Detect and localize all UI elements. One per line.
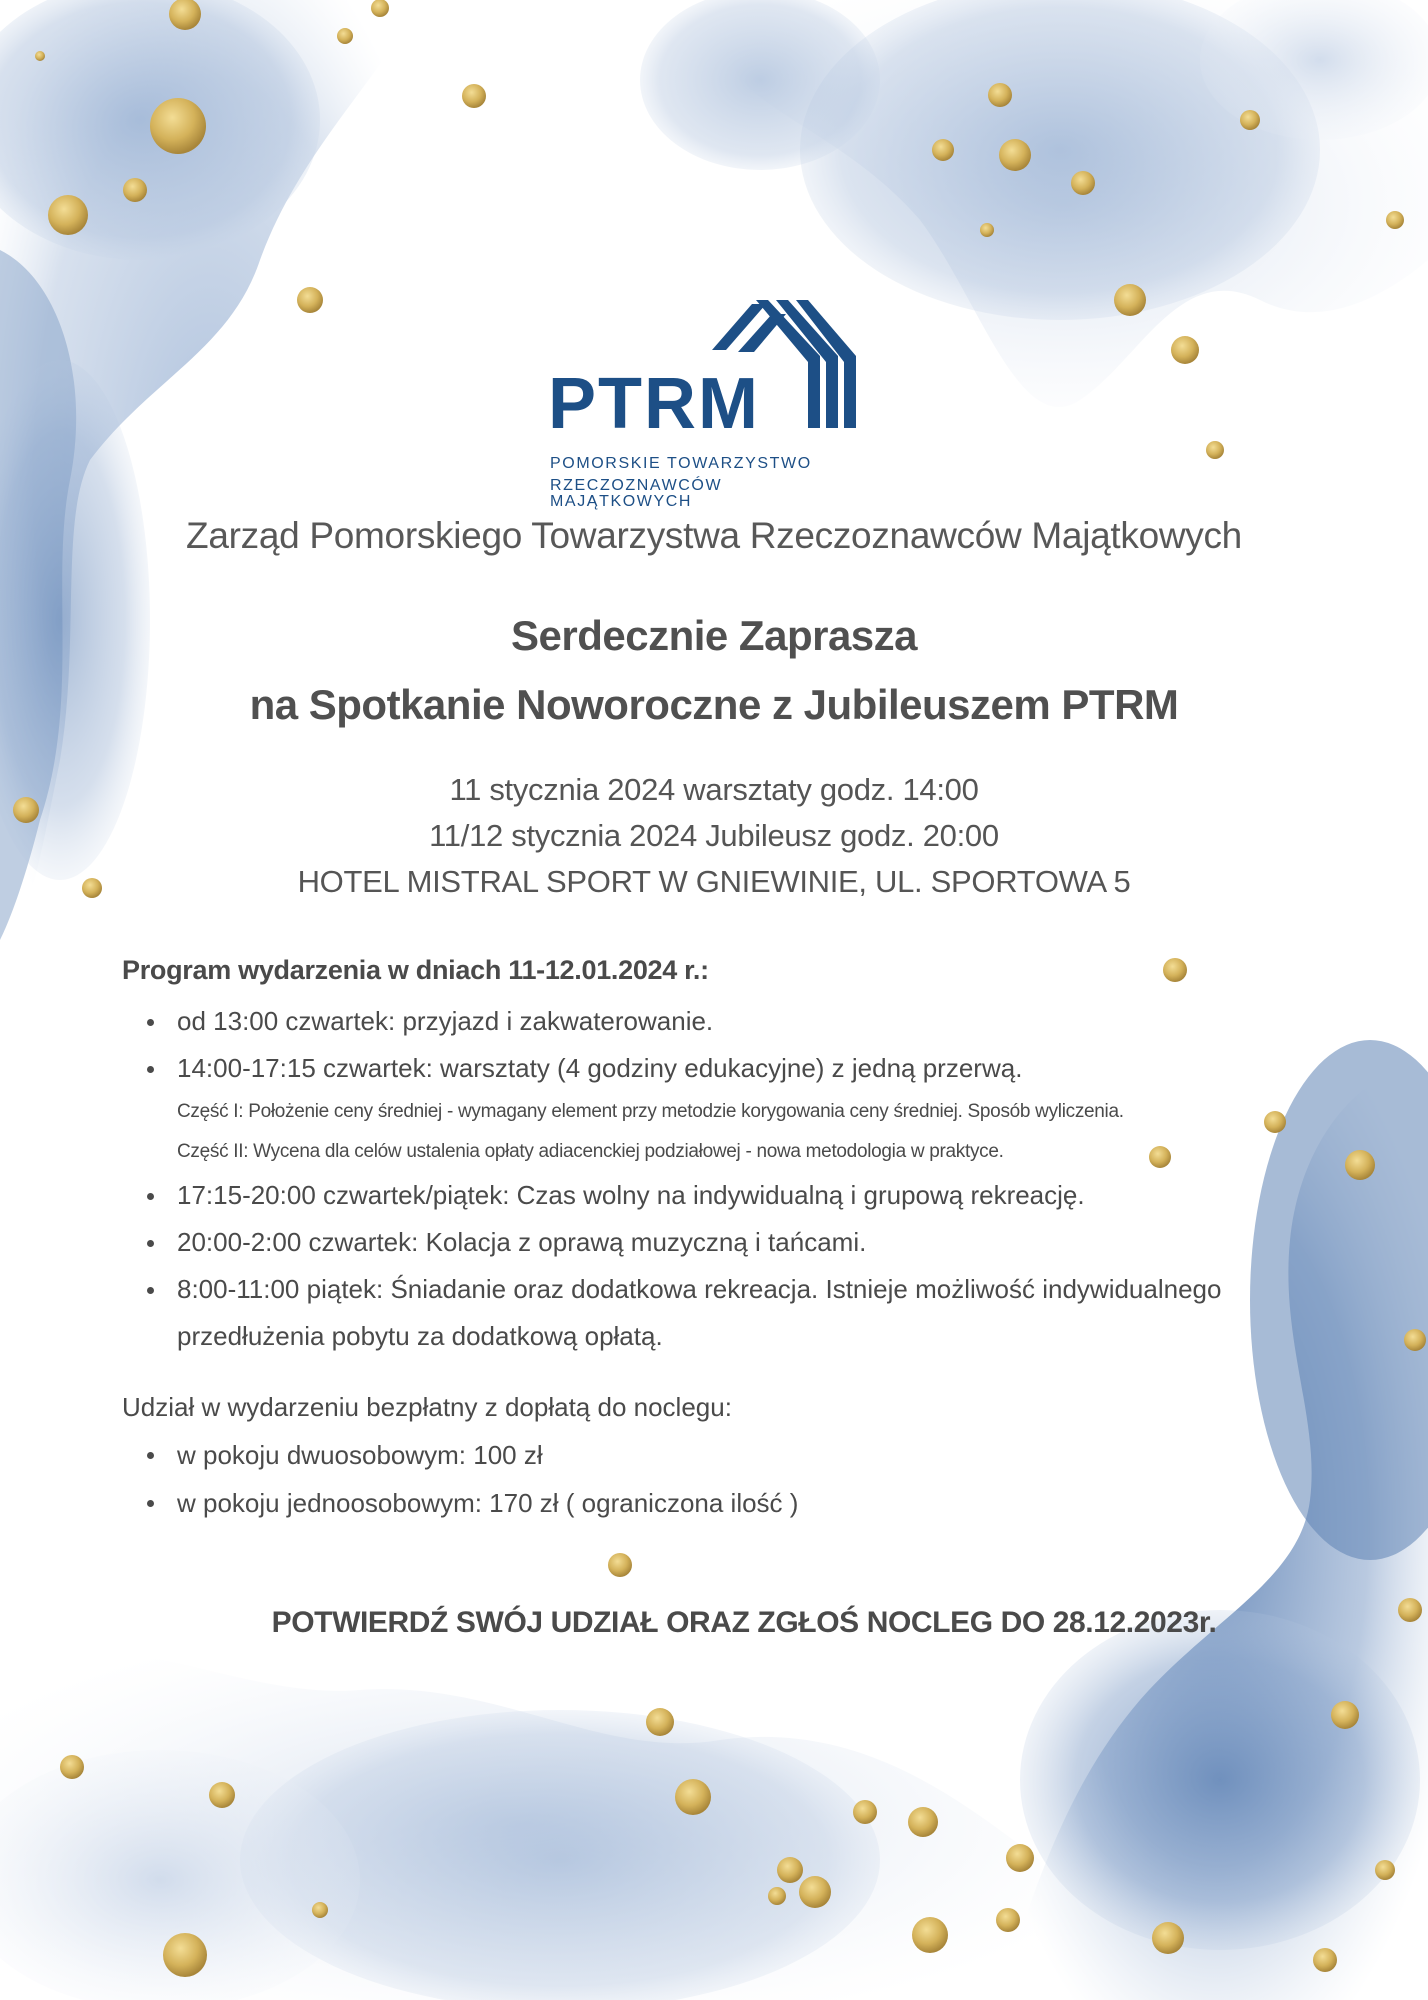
program-subitem-part1: Część I: Położenie ceny średniej - wymagany element przy metodzie korygowania ceny średniej. Sposób wyliczenia.: [177, 1101, 1124, 1122]
program-item-breakfast-cont: przedłużenia pobytu za dodatkową opłatą.: [177, 1321, 663, 1351]
fee-single-room: w pokoju jednoosobowym: 170 zł ( ograniczona ilość ): [122, 1479, 1122, 1527]
jubilee-date: 11/12 stycznia 2024 Jubileusz godz. 20:00: [429, 818, 999, 853]
logo-subtitle-line2: RZECZOZNAWCÓW MAJĄTKOWYCH: [550, 477, 723, 510]
program-item-workshop: 14:00-17:15 czwartek: warsztaty (4 godziny edukacyjne) z jedną przerwą.: [122, 1045, 1252, 1092]
fees-intro: Udział w wydarzeniu bezpłatny z dopłatą do noclegu:: [122, 1392, 732, 1422]
organization-name: Zarząd Pomorskiego Towarzystwa Rzeczoznawców Majątkowych: [186, 515, 1242, 556]
program-item-breakfast: 8:00-11:00 piątek: Śniadanie oraz dodatkowa rekreacja. Istnieje możliwość indywidualnego: [122, 1266, 1252, 1313]
program-item-arrival: od 13:00 czwartek: przyjazd i zakwaterowanie.: [122, 998, 1252, 1045]
ptrm-logo: [548, 300, 868, 510]
program-item-free-time: 17:15-20:00 czwartek/piątek: Czas wolny na indywidualną i grupową rekreację.: [122, 1172, 1252, 1219]
program-section: [122, 955, 1252, 1360]
logo-letters: PTRM: [548, 364, 760, 444]
program-heading: Program wydarzenia w dniach 11-12.01.2024 r.:: [122, 955, 709, 985]
fees-section: [122, 1392, 1122, 1527]
logo-subtitle-line1: POMORSKIE TOWARZYSTWO: [550, 455, 812, 472]
fee-double-room: w pokoju dwuosobowym: 100 zł: [122, 1431, 1122, 1479]
fees-list: [122, 1431, 1122, 1527]
invitation-line2: na Spotkanie Noworoczne z Jubileuszem PTRM: [249, 681, 1179, 728]
invitation-line1: Serdecznie Zaprasza: [510, 612, 918, 659]
event-venue: HOTEL MISTRAL SPORT W GNIEWINIE, UL. SPORTOWA 5: [297, 864, 1131, 899]
confirmation-deadline: POTWIERDŹ SWÓJ UDZIAŁ ORAZ ZGŁOŚ NOCLEG DO 28.12.2023r.: [271, 1606, 1217, 1639]
workshop-date: 11 stycznia 2024 warsztaty godz. 14:00: [449, 772, 979, 807]
program-subitem-part2: Część II: Wycena dla celów ustalenia opłaty adiacenckiej podziałowej - nowa metodologia w praktyce.: [177, 1141, 1004, 1162]
program-item-dinner: 20:00-2:00 czwartek: Kolacja z oprawą muzyczną i tańcami.: [122, 1219, 1252, 1266]
program-list: [122, 998, 1252, 1360]
